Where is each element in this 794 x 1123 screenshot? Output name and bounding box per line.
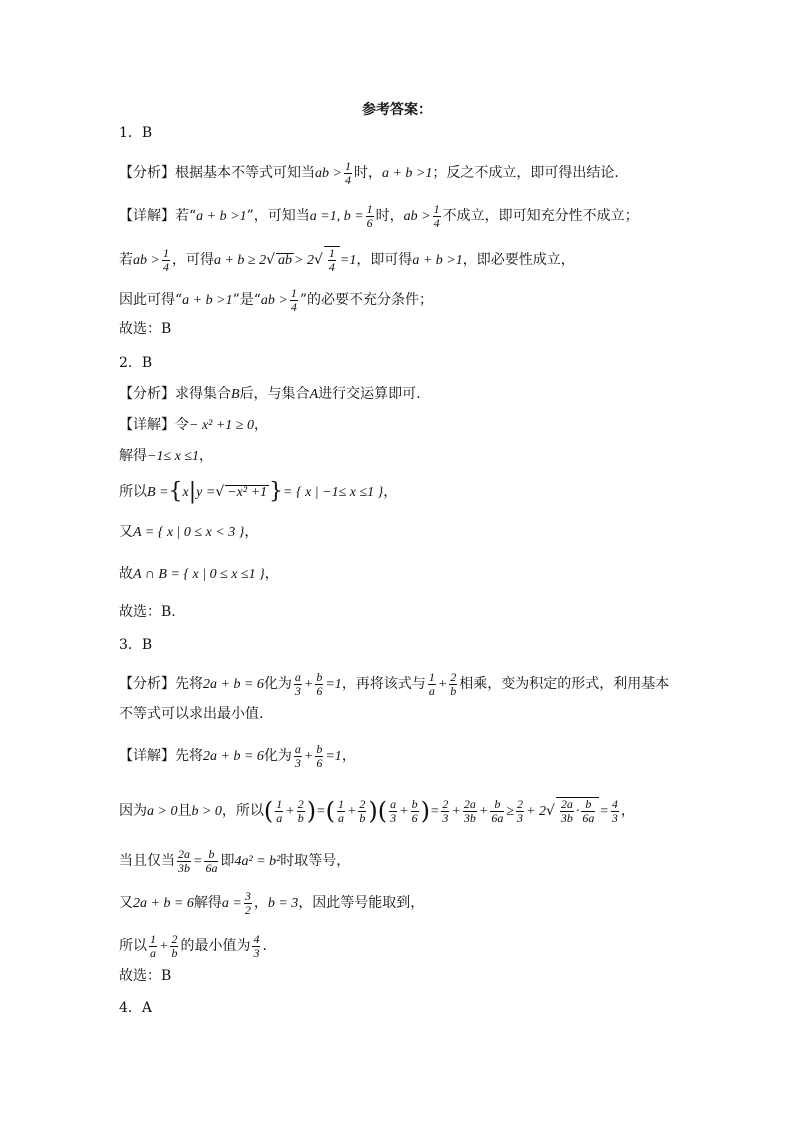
q3-detail-line3: 当且仅当 $\frac{2a}{3b}$ = $\frac{b}{6a}$ 即4a² = b²时取等号， (119, 847, 351, 875)
q2-number: 2．B (119, 355, 153, 371)
q3-detail: 【详解】先将2a + b = 6化为 $\frac{a}{3}$ + $\frac{b}{6}$ =1， (119, 742, 356, 770)
q4-number: 4．A (119, 1000, 153, 1016)
q3-detail-line2: 因为a > 0且b > 0，所以( $\frac{1}{a}$ + $\frac{2}{b}$ )=( $\frac{1}{a}$ + $\frac{2}{b}$ )( $\frac{a}{3}$ + $\frac{b}{6}$ )= $\frac{2}{3}$ + $\frac{2a}{3b}$ + $\frac{b}{6a}$ ≥ $\frac{2}{3}$ + 2√ $\frac{2a}{3b}$ · $\frac{b}{6a}$ = $\frac{4}{3}$ ， (119, 797, 635, 826)
q1-detail-line2: 若ab > $\frac{1}{4}$ ，可得a + b ≥ 2√ ab > 2√ $\frac{1}{4}$ =1，即可得a + b >1，即必要性成立， (119, 246, 575, 274)
page-title: 参考答案： (362, 102, 432, 118)
q2-analysis: 【分析】求得集合B后，与集合A进行交运算即可. (119, 386, 421, 402)
q1-analysis: 【分析】根据基本不等式可知当ab > $\frac{1}{4}$ 时，a + b >1；反之不成立，即可得出结论. (119, 159, 619, 187)
q2-detail-line3: 所以B ={x|y =√ −x² +1}= { x | −1≤ x ≤1 }， (119, 479, 398, 504)
q2-detail-line2: 解得−1≤ x ≤1， (119, 448, 214, 464)
q3-analysis-line2: 不等式可以求出最小值. (119, 706, 264, 722)
q1-detail: 【详解】若“a + b >1”，可知当a =1, b = $\frac{1}{6}$ 时，ab > $\frac{1}{4}$ 不成立，即可知充分性不成立； (119, 202, 639, 230)
q2-answer: 故选：B. (119, 604, 176, 620)
q1-number: 1．B (119, 125, 153, 141)
q2-detail-line5: 故A ∩ B = { x | 0 ≤ x ≤1 }， (119, 566, 279, 582)
q3-answer: 故选：B (119, 968, 172, 984)
q3-detail-line4: 又2a + b = 6解得a = $\frac{3}{2}$ ，b = 3，因此等号能取到， (119, 889, 425, 917)
q1-detail-line3: 因此可得“a + b >1”是“ab > $\frac{1}{4}$ ”的必要不充分条件； (119, 286, 434, 314)
q3-number: 3．B (119, 637, 153, 653)
q3-analysis: 【分析】先将2a + b = 6化为 $\frac{a}{3}$ + $\frac{b}{6}$ =1，再将该式与 $\frac{1}{a}$ + $\frac{2}{b}$ 相乘，变为积定的形式，利用基本 (119, 670, 670, 698)
q2-detail: 【详解】令− x² +1 ≥ 0， (119, 417, 268, 433)
q2-detail-line4: 又A = { x | 0 ≤ x < 3 }， (119, 524, 259, 540)
q1-answer: 故选：B (119, 321, 172, 337)
q3-detail-line5: 所以 $\frac{1}{a}$ + $\frac{2}{b}$ 的最小值为 $\frac{4}{3}$ . (119, 932, 267, 960)
